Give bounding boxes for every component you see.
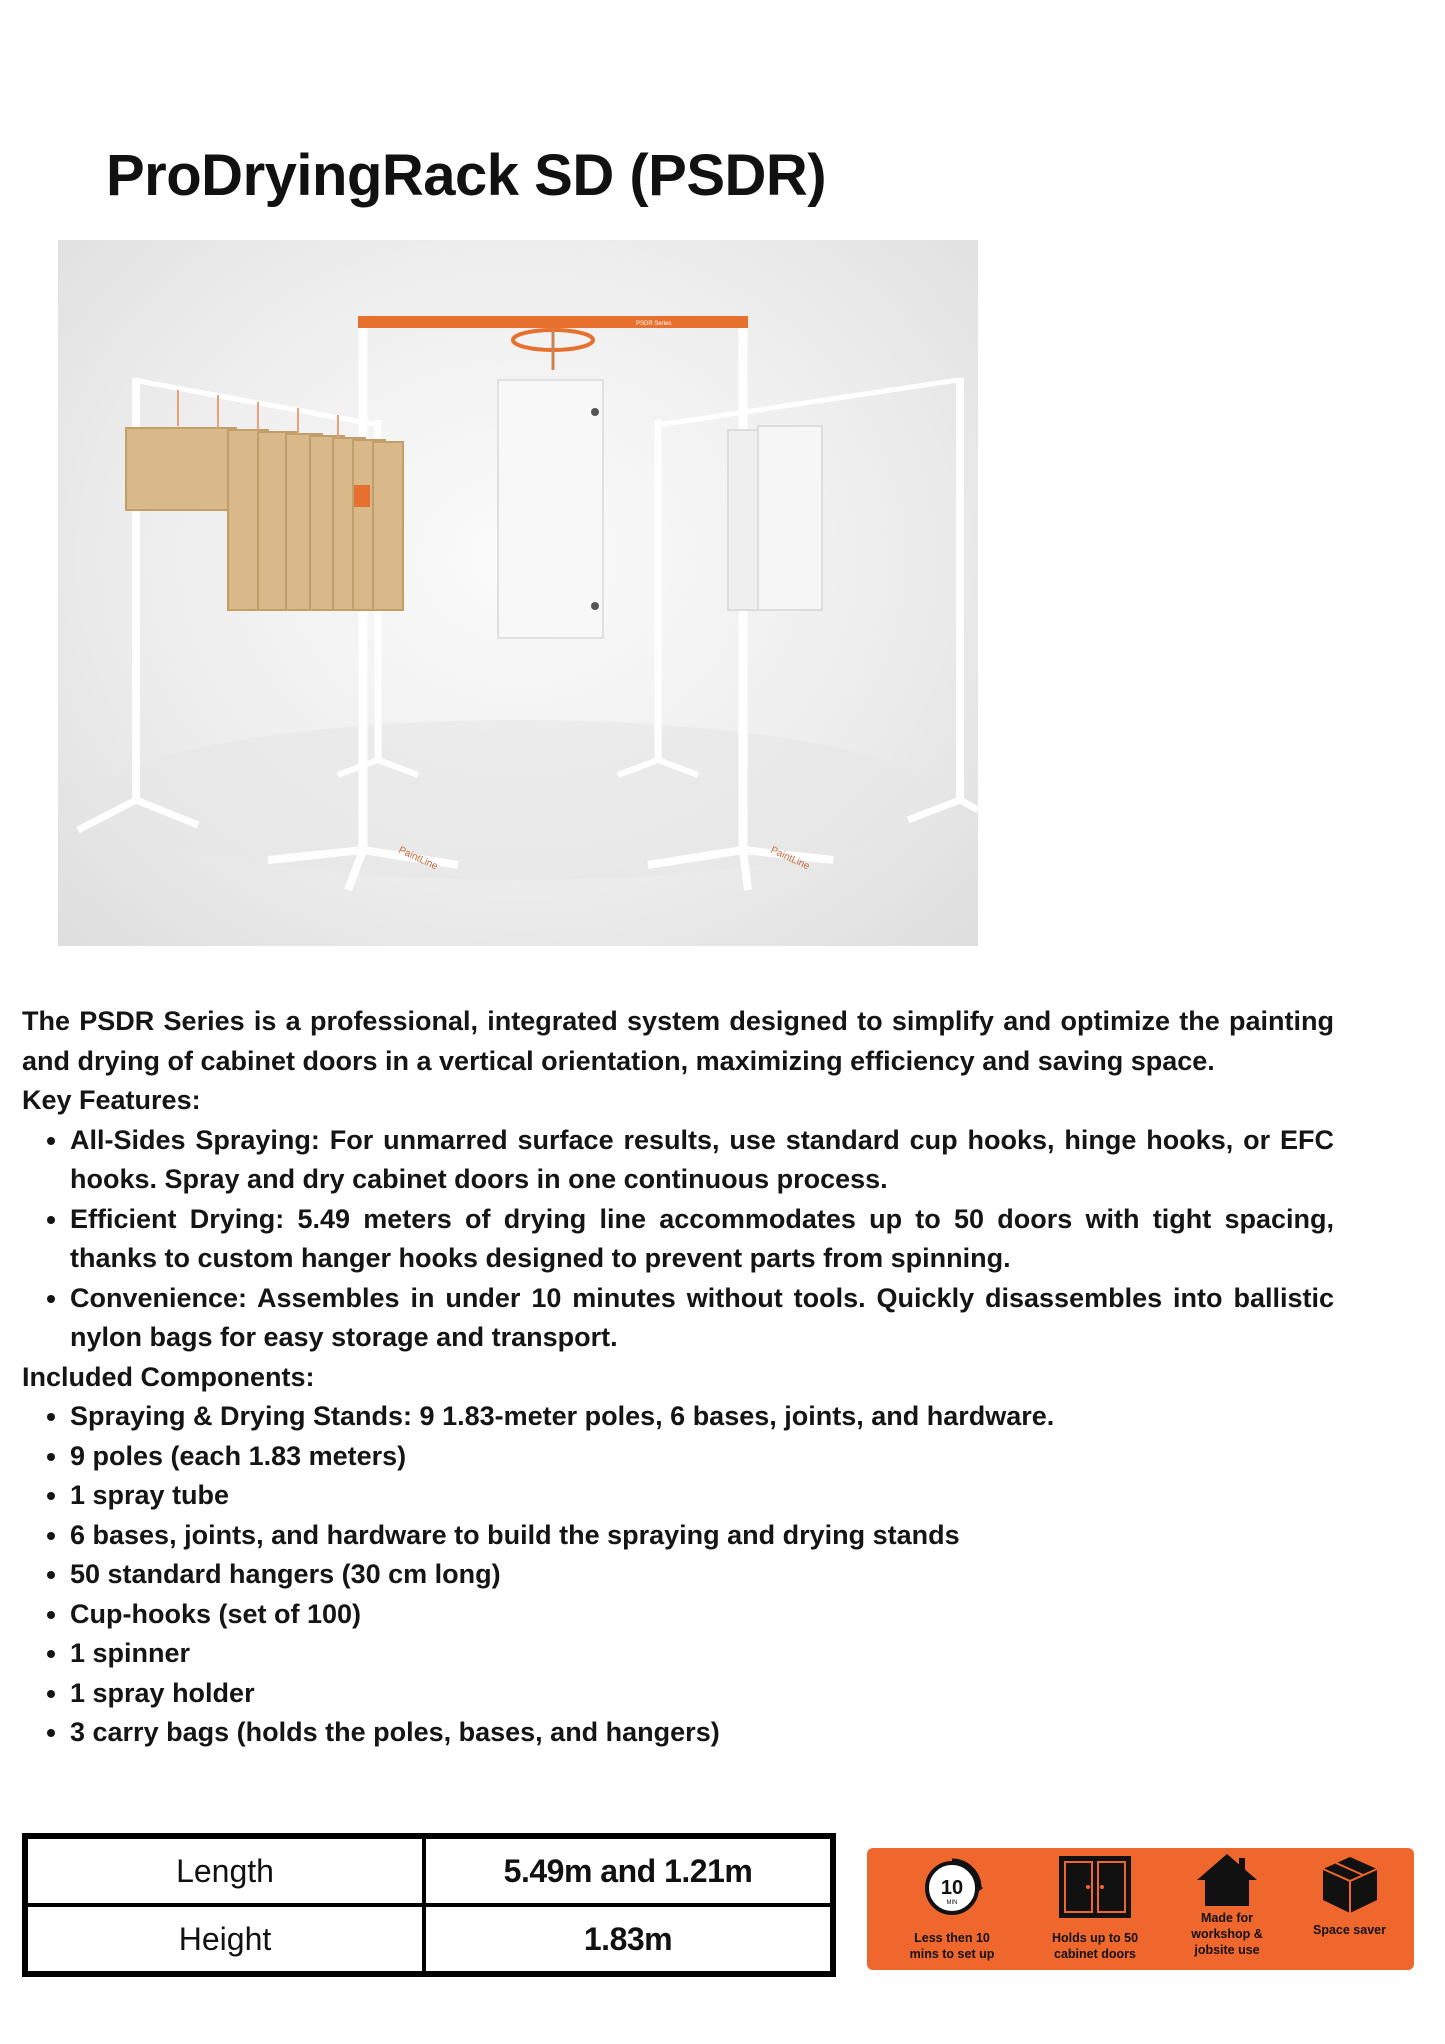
page-title: ProDryingRack SD (PSDR) [106, 143, 827, 208]
clock-icon [919, 1854, 985, 1920]
drying-rack-illustration [58, 240, 978, 946]
key-features-heading: Key Features: [22, 1085, 201, 1115]
feature-badges [867, 1848, 1414, 1970]
product-photo [58, 240, 978, 946]
table-row [25, 1905, 833, 1974]
description [22, 1002, 1334, 1753]
badge-setup-time [887, 1848, 1017, 1970]
base-brand-right: PaintLine [768, 844, 812, 873]
house-icon [1195, 1852, 1259, 1908]
clock-number: 10 [940, 1877, 964, 1899]
list-item: • Convenience: Assembles in under 10 minutes without tools. Quickly disassembles into ballistic nylon bags for easy storage and transport. [70, 1279, 1334, 1358]
list-item: • 1 spray tube [70, 1476, 1334, 1516]
components-list [22, 1397, 1334, 1753]
key-features-list [22, 1121, 1334, 1358]
base-brand-left: PaintLine [396, 844, 440, 873]
badge-caption: Less then 10 mins to set up [909, 1931, 995, 1961]
spec-table [22, 1833, 836, 1977]
list-item: • 6 bases, joints, and hardware to build the spraying and drying stands [70, 1516, 1334, 1556]
badge-caption: Space saver [1313, 1923, 1386, 1937]
list-item: • 9 poles (each 1.83 meters) [70, 1437, 1334, 1477]
spec-label: Length [25, 1836, 424, 1905]
badge-usage [1167, 1848, 1287, 1970]
spec-value: 5.49m and 1.21m [424, 1836, 833, 1905]
list-item: • All-Sides Spraying: For unmarred surface results, use standard cup hooks, hinge hooks, or EFC hooks. Spray and dry cabinet doors in one continuous process. [70, 1121, 1334, 1200]
list-item: • Efficient Drying: 5.49 meters of drying line accommodates up to 50 doors with tight spacing, thanks to custom hanger hooks designed to prevent parts from spinning. [70, 1200, 1334, 1279]
badge-space-saver [1292, 1848, 1407, 1970]
list-item: • Spraying & Drying Stands: 9 1.83-meter poles, 6 bases, joints, and hardware. [70, 1397, 1334, 1437]
cabinet-doors-icon [1055, 1854, 1135, 1920]
clock-unit: MIN [946, 1900, 958, 1906]
spec-label: Height [25, 1905, 424, 1974]
badge-caption: Holds up to 50 cabinet doors [1051, 1931, 1139, 1961]
list-item: • Cup-hooks (set of 100) [70, 1595, 1334, 1635]
box-icon [1319, 1854, 1381, 1916]
list-item: • 1 spinner [70, 1634, 1334, 1674]
spec-value: 1.83m [424, 1905, 833, 1974]
components-heading: Included Components: [22, 1361, 315, 1392]
table-row [25, 1836, 833, 1905]
list-item: • 1 spray holder [70, 1674, 1334, 1714]
bar-brand: PSDR Series [636, 321, 672, 327]
badge-capacity [1030, 1848, 1160, 1970]
badge-caption: Made for workshop & jobsite use [1191, 1911, 1263, 1957]
list-item: • 3 carry bags (holds the poles, bases, and hangers) [70, 1713, 1334, 1753]
intro-paragraph: The PSDR Series is a professional, integrated system designed to simplify and optimize the painting and drying of cabinet doors in a vertical orientation, maximizing efficiency and saving space. [22, 1006, 1334, 1076]
list-item: • 50 standard hangers (30 cm long) [70, 1555, 1334, 1595]
